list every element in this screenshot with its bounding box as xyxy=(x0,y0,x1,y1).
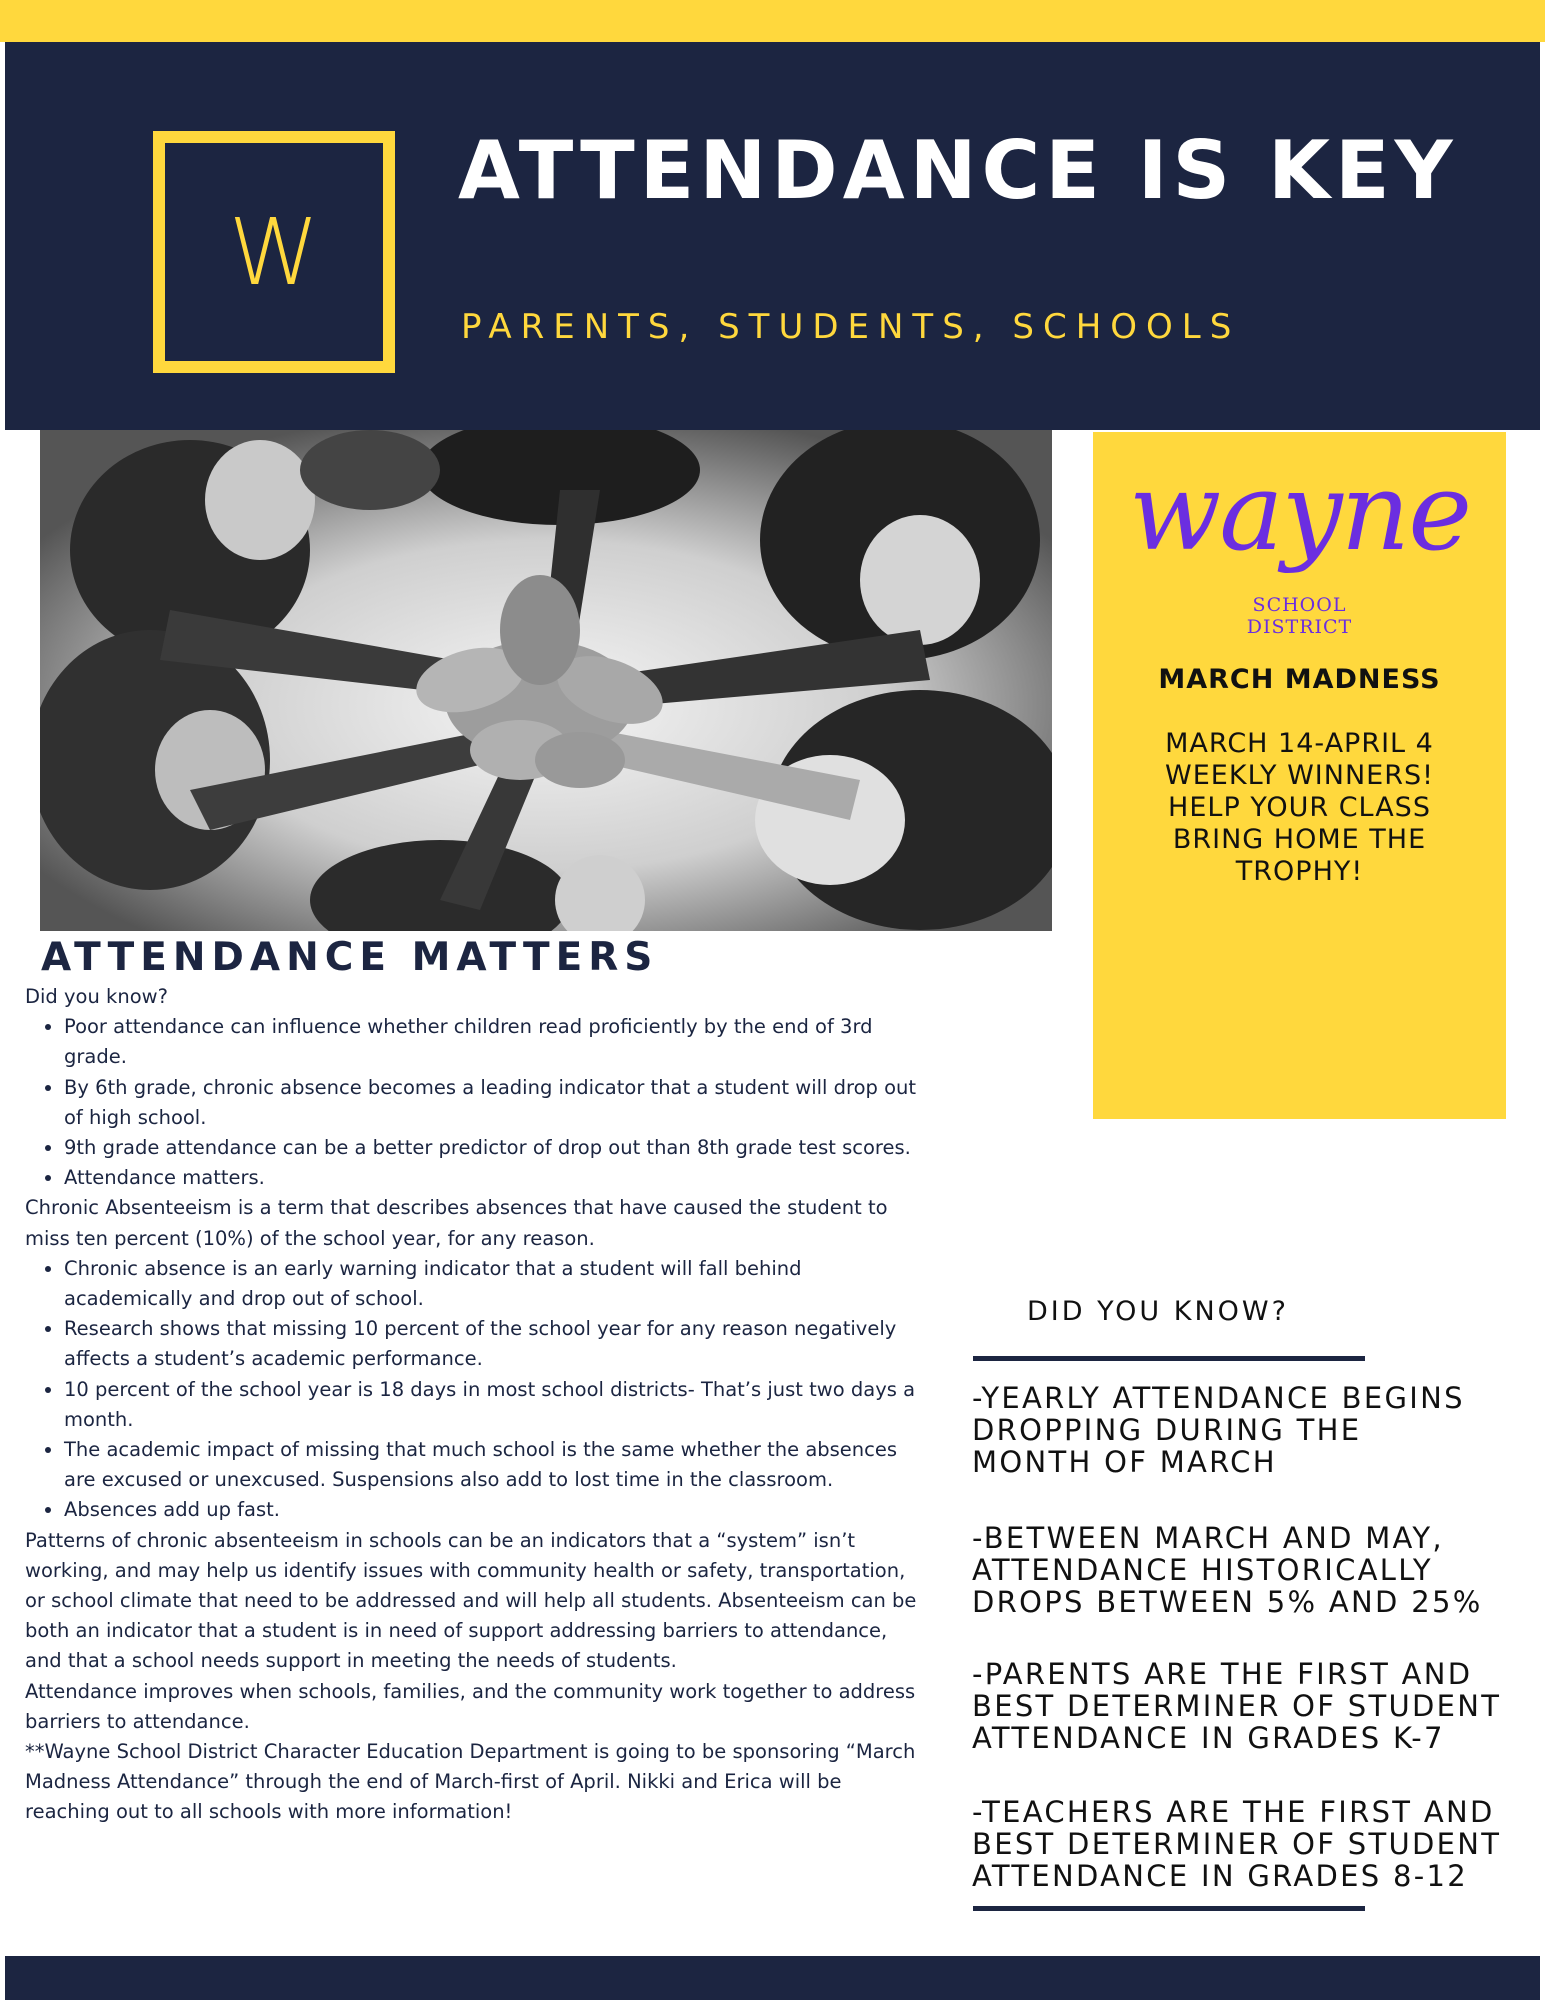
district-label xyxy=(1093,594,1506,638)
list-item: • Absences add up fast. xyxy=(64,1495,925,1525)
list-item: • Attendance matters. xyxy=(64,1163,925,1193)
intro-text: Did you know? xyxy=(25,985,168,1008)
divider xyxy=(973,1356,1365,1361)
list-item: • 10 percent of the school year is 18 days in most school districts- That’s just two days a month. xyxy=(64,1375,925,1435)
improves-paragraph: Attendance improves when schools, families, and the community work together to address barriers to attendance. xyxy=(25,1679,916,1733)
promo-body xyxy=(1123,728,1476,888)
patterns-paragraph: Patterns of chronic absenteeism in schools can be an indicators that a “system” isn’t working, and may help us identify issues with community health or safety, transportation, or school climate that need to be addressed and will help all students. Absenteeism can be both an indicator that a student is in need of support addressing barriers to attendance, and that a school needs support in meeting the needs of students. xyxy=(25,1528,917,1673)
page-subtitle: PARENTS, STUDENTS, SCHOOLS xyxy=(461,307,1241,347)
wayne-brand: wayne xyxy=(1128,450,1471,575)
chronic-definition: Chronic Absenteeism is a term that describes absences that have caused the student to miss ten percent (10%) of the school year, for any reason. xyxy=(25,1196,888,1250)
footer-bar xyxy=(5,1956,1540,2000)
top-accent-bar xyxy=(0,0,1545,42)
promo-line: WEEKLY WINNERS! xyxy=(1165,760,1434,791)
promo-title: MARCH MADNESS xyxy=(1158,664,1441,695)
district-line-2: DISTRICT xyxy=(1246,616,1353,638)
fact-item: -PARENTS ARE THE FIRST AND BEST DETERMINER OF STUDENT ATTENDANCE IN GRADES K-7 xyxy=(972,1657,1502,1755)
list-item: • Chronic absence is an early warning indicator that a student will fall behind academically and drop out of school. xyxy=(64,1254,925,1314)
logo-frame xyxy=(153,131,395,373)
fact-item: -YEARLY ATTENDANCE BEGINS DROPPING DURING THE MONTH OF MARCH xyxy=(972,1381,1465,1479)
page-title: ATTENDANCE IS KEY xyxy=(458,124,1458,217)
list-item: • Poor attendance can influence whether children read proficiently by the end of 3rd grade. xyxy=(64,1012,925,1072)
list-item: • Research shows that missing 10 percent of the school year for any reason negatively affects a student’s academic performance. xyxy=(64,1314,925,1374)
did-you-know-heading: DID YOU KNOW? xyxy=(1027,1296,1289,1327)
district-line-1: SCHOOL xyxy=(1252,594,1347,616)
march-madness-panel xyxy=(1093,432,1506,1119)
promo-line: TROPHY! xyxy=(1235,856,1364,887)
list-item: • The academic impact of missing that much school is the same whether the absences are excused or unexcused. Suspensions also add to lost time in the classroom. xyxy=(64,1435,925,1495)
hands-photo-illustration xyxy=(40,430,1052,931)
facts-list-1 xyxy=(25,1012,925,1193)
section-heading: ATTENDANCE MATTERS xyxy=(41,935,659,980)
fact-item: -TEACHERS ARE THE FIRST AND BEST DETERMINER OF STUDENT ATTENDANCE IN GRADES 8-12 xyxy=(972,1795,1502,1893)
promo-line: BRING HOME THE xyxy=(1172,824,1427,855)
sponsor-paragraph: **Wayne School District Character Education Department is going to be sponsoring “March Madness Attendance” through the end of March-first of April. Nikki and Erica will be reaching out to all schools with more information! xyxy=(25,1740,916,1824)
facts-list-2 xyxy=(25,1254,925,1526)
group-hands-photo xyxy=(40,430,1052,931)
promo-line: MARCH 14-APRIL 4 xyxy=(1165,728,1434,759)
list-item: • By 6th grade, chronic absence becomes a leading indicator that a student will drop out of high school. xyxy=(64,1073,925,1133)
divider xyxy=(973,1906,1365,1911)
promo-line: HELP YOUR CLASS xyxy=(1168,792,1431,823)
logo-letter: W xyxy=(228,198,320,306)
fact-item: -BETWEEN MARCH AND MAY, ATTENDANCE HISTORICALLY DROPS BETWEEN 5% AND 25% xyxy=(972,1521,1483,1619)
attendance-matters-body xyxy=(25,982,925,1828)
list-item: • 9th grade attendance can be a better predictor of drop out than 8th grade test scores. xyxy=(64,1133,925,1163)
